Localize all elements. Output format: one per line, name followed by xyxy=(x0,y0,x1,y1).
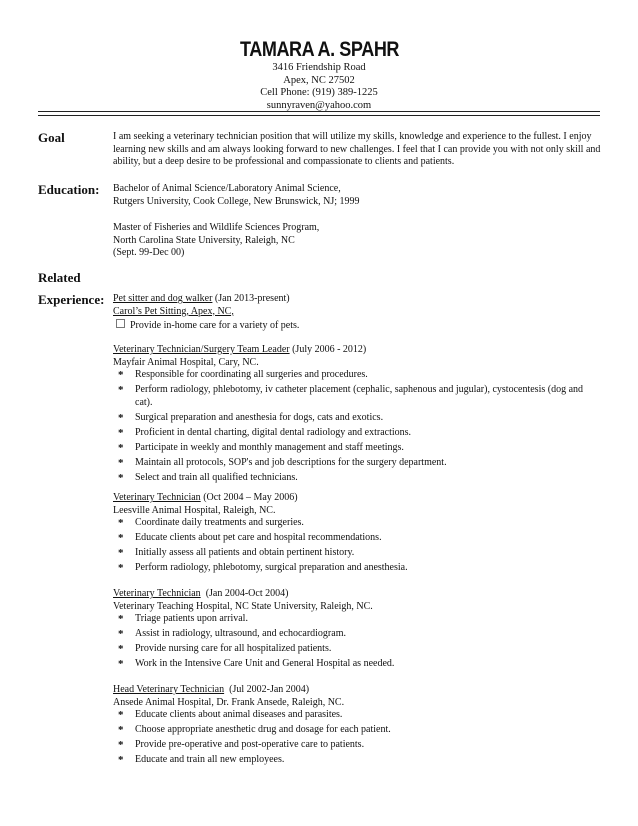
job-duty: Proficient in dental charting, digital dental radiology and extractions. xyxy=(135,426,412,438)
education-heading: Education: xyxy=(38,182,100,197)
asterisk-bullet-icon: * xyxy=(118,471,124,484)
list-item xyxy=(113,369,601,382)
list-item xyxy=(113,427,601,440)
job-employer: Mayfair Animal Hospital, Cary, NC. xyxy=(113,356,259,368)
asterisk-bullet-icon: * xyxy=(118,643,124,655)
job-duty: Perform radiology, phlebotomy, iv catheter placement (cephalic, saphenous and jugular), cystocentesis (dog and cat). xyxy=(135,384,584,408)
header-rule-bottom xyxy=(38,115,600,116)
job-duties-list xyxy=(113,613,601,671)
job-duty: Maintain all protocols, SOP's and job descriptions for the surgery department. xyxy=(135,456,447,468)
experience-heading-line-2: Experience: xyxy=(38,292,105,307)
goal-text xyxy=(113,131,601,169)
job-entry-2 xyxy=(113,344,601,487)
asterisk-bullet-icon: * xyxy=(118,369,124,381)
asterisk-bullet-icon: * xyxy=(118,384,124,396)
asterisk-bullet-icon: * xyxy=(118,613,124,625)
job-employer: Ansede Animal Hospital, Dr. Frank Ansede, Raleigh, NC. xyxy=(113,696,345,708)
asterisk-bullet-icon: * xyxy=(118,411,124,424)
job-employer: Leesville Animal Hospital, Raleigh, NC. xyxy=(113,504,276,516)
job-title: Veterinary Technician/Surgery Team Leader xyxy=(113,344,290,355)
education-school: North Carolina State University, Raleigh, NC xyxy=(113,234,295,246)
job-title: Veterinary Technician xyxy=(113,588,201,599)
job-dates: (Jan 2013-present) xyxy=(212,293,290,304)
asterisk-bullet-icon: * xyxy=(118,754,124,766)
list-item xyxy=(113,532,601,545)
asterisk-bullet-icon: * xyxy=(118,532,124,544)
list-item xyxy=(113,724,601,737)
list-item xyxy=(113,412,601,425)
checkbox-bullet-icon xyxy=(116,319,125,328)
education-entry-1 xyxy=(113,183,601,208)
list-item xyxy=(113,442,601,455)
job-duty: Assist in radiology, ultrasound, and echocardiogram. xyxy=(135,628,346,639)
email: sunnyraven@yahoo.com xyxy=(266,99,372,111)
job-duty: Select and train all qualified technicians. xyxy=(135,471,298,483)
asterisk-bullet-icon: * xyxy=(118,456,124,469)
job-title-line xyxy=(113,344,601,357)
list-item xyxy=(113,472,601,485)
job-duties-list xyxy=(113,517,601,575)
job-title-line xyxy=(113,684,601,697)
address-line-1: 3416 Friendship Road xyxy=(272,62,366,73)
list-item xyxy=(113,643,601,656)
list-item xyxy=(113,628,601,641)
job-duties-list xyxy=(113,369,601,484)
job-duty: Educate and train all new employees. xyxy=(135,754,285,765)
list-item xyxy=(113,739,601,752)
job-dates: (Oct 2004 – May 2006) xyxy=(200,492,298,503)
applicant-name: TAMARA A. SPAHR xyxy=(239,38,399,61)
job-duty: Coordinate daily treatments and surgeries. xyxy=(135,517,304,528)
job-title: Pet sitter and dog walker xyxy=(113,293,213,304)
job-duty: Educate clients about pet care and hospital recommendations. xyxy=(135,532,382,543)
job-title: Head Veterinary Technician xyxy=(113,684,225,695)
education-degree: Master of Fisheries and Wildlife Sciences Program, xyxy=(113,222,320,233)
asterisk-bullet-icon: * xyxy=(118,547,124,559)
resume-header xyxy=(0,38,638,112)
address-line-2: Apex, NC 27502 xyxy=(283,74,355,86)
job-duty: Provide in-home care for a variety of pets. xyxy=(130,320,300,331)
job-entry-5 xyxy=(113,684,601,769)
job-entry-4 xyxy=(113,588,601,673)
job-entry-1 xyxy=(113,293,601,333)
list-item xyxy=(113,319,601,333)
job-entry-3 xyxy=(113,492,601,577)
job-duty: Educate clients about animal diseases and parasites. xyxy=(135,709,343,720)
asterisk-bullet-icon: * xyxy=(118,426,124,439)
header-rule-top xyxy=(38,111,600,112)
job-employer: Veterinary Teaching Hospital, NC State University, Raleigh, NC. xyxy=(113,600,373,612)
list-item xyxy=(113,517,601,530)
job-title-line xyxy=(113,293,601,306)
asterisk-bullet-icon: * xyxy=(118,658,124,670)
asterisk-bullet-icon: * xyxy=(118,441,124,454)
phone: Cell Phone: (919) 389-1225 xyxy=(260,87,378,98)
job-duty: Work in the Intensive Care Unit and General Hospital as needed. xyxy=(135,658,395,669)
job-duty: Responsible for coordinating all surgeries and procedures. xyxy=(135,369,368,380)
education-degree: Bachelor of Animal Science/Laboratory Animal Science, xyxy=(113,183,341,194)
education-school: Rutgers University, Cook College, New Brunswick, NJ; 1999 xyxy=(113,195,360,207)
job-employer: Carol’s Pet Sitting, Apex, NC, xyxy=(113,305,234,317)
asterisk-bullet-icon: * xyxy=(118,709,124,721)
job-title-line xyxy=(113,492,601,505)
goal-paragraph: I am seeking a veterinary technician position that will utilize my skills, knowledge and experience to the fullest. I enjoy learning new skills and am always looking forward to new challenges. I feel that I can provide you with not only skill and ability, but a deep desire to be professional and compassionate to clients and patients. xyxy=(113,131,601,167)
list-item xyxy=(113,384,601,409)
job-dates: (July 2006 - 2012) xyxy=(289,344,367,355)
asterisk-bullet-icon: * xyxy=(118,739,124,751)
job-duty: Perform radiology, phlebotomy, surgical preparation and anesthesia. xyxy=(135,562,408,573)
list-item xyxy=(113,457,601,470)
list-item xyxy=(113,547,601,560)
asterisk-bullet-icon: * xyxy=(118,724,124,736)
goal-heading: Goal xyxy=(38,130,65,145)
education-dates: (Sept. 99-Dec 00) xyxy=(113,247,185,258)
job-duty: Triage patients upon arrival. xyxy=(135,613,248,624)
job-title-line xyxy=(113,588,601,601)
asterisk-bullet-icon: * xyxy=(118,562,124,574)
list-item xyxy=(113,754,601,767)
job-dates: (Jul 2002-Jan 2004) xyxy=(224,684,310,695)
list-item xyxy=(113,562,601,575)
job-duties-list xyxy=(113,709,601,767)
asterisk-bullet-icon: * xyxy=(118,517,124,529)
asterisk-bullet-icon: * xyxy=(118,628,124,640)
job-duty: Surgical preparation and anesthesia for dogs, cats and exotics. xyxy=(135,411,384,423)
job-duty: Initially assess all patients and obtain pertinent history. xyxy=(135,547,355,558)
job-duty: Provide pre-operative and post-operative care to patients. xyxy=(135,739,365,750)
list-item xyxy=(113,709,601,722)
job-duty: Choose appropriate anesthetic drug and dosage for each patient. xyxy=(135,724,391,735)
job-duty: Provide nursing care for all hospitalized patients. xyxy=(135,643,332,654)
job-title: Veterinary Technician xyxy=(113,492,201,503)
education-entry-2 xyxy=(113,222,601,260)
list-item xyxy=(113,658,601,671)
job-dates: (Jan 2004-Oct 2004) xyxy=(200,588,289,599)
list-item xyxy=(113,613,601,626)
job-duty: Participate in weekly and monthly management and staff meetings. xyxy=(135,441,404,453)
experience-heading-line-1: Related xyxy=(38,270,81,285)
